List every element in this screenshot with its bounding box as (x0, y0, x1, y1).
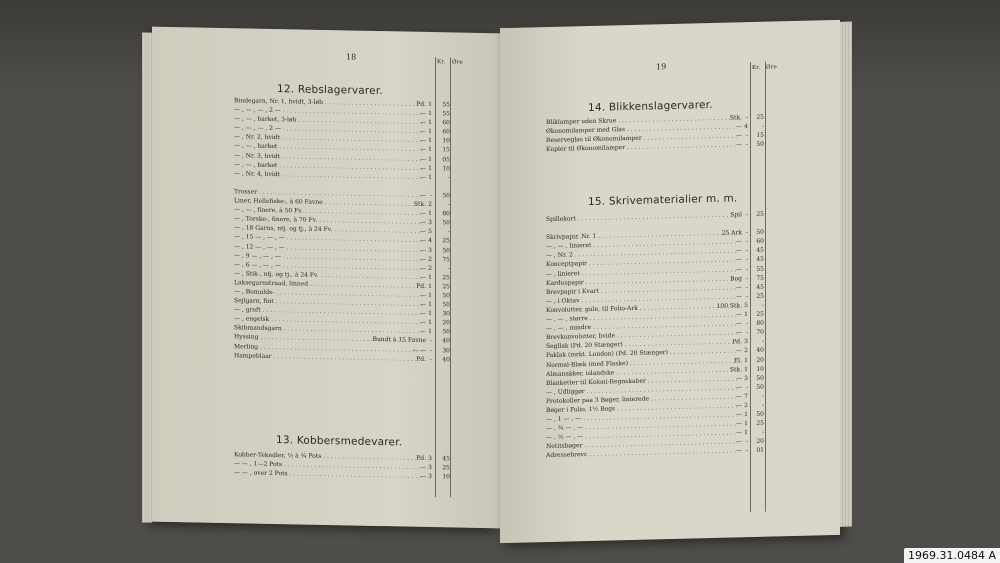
item-label: — , Nr. 3, hvidt . . . (234, 151, 422, 164)
item-label: — , — , barket . . . (234, 142, 422, 155)
price-kroner: - (745, 447, 748, 455)
price-kroner: 2 (428, 255, 432, 263)
item-label: Bøger i Folio, 1½ Bogs . . . (546, 401, 738, 415)
price-ore: 40 (756, 347, 764, 355)
item-unit: 100 Stk. (716, 302, 742, 310)
price-ore: 10 (442, 137, 450, 145)
item-label: Karduspapir . . . (546, 274, 738, 288)
item-label: Sejlgarn, fint . . . (234, 296, 422, 309)
item-unit: — (736, 429, 742, 437)
item-unit: Fl. (734, 356, 742, 364)
item-unit: Pd. (732, 338, 742, 346)
price-kroner: 3 (744, 374, 748, 382)
item-unit: — (420, 472, 426, 481)
price-ore: - (447, 265, 450, 273)
price-ore: 45 (756, 247, 764, 255)
item-unit: — (420, 219, 426, 227)
item-label: Merling . . . (234, 342, 422, 355)
item-unit: — (736, 411, 742, 419)
price-ore: 50 (442, 246, 450, 254)
item-unit: — (420, 118, 426, 127)
item-label: — , 6 — , — , — . . . (234, 260, 422, 273)
item-unit: — (420, 228, 426, 236)
item-label: Brevkonvolutter, hvide . . . (546, 329, 738, 343)
item-unit: Spil (730, 211, 742, 219)
price-ore: 50 (442, 192, 450, 200)
price-ore: 50 (756, 374, 764, 382)
item-label: — , groft . . . (234, 305, 422, 318)
item-unit: — (736, 247, 742, 255)
item-unit: — (736, 320, 742, 328)
price-ore: 25 (442, 274, 450, 282)
price-kroner: - (745, 238, 748, 246)
item-label: Laksegarnstraad, linned . . . (234, 278, 422, 291)
price-kroner: 1 (428, 173, 432, 181)
price-ore: 50 (442, 219, 450, 227)
price-kroner: - (745, 132, 748, 140)
price-ore: - (761, 428, 764, 437)
price-kroner: - (745, 383, 748, 391)
item-label: Kupler til Økonomilamper . . . (546, 141, 738, 155)
item-unit: Stk. (729, 114, 742, 122)
item-unit: — (736, 329, 742, 337)
item-unit: — (736, 420, 742, 428)
right-page (500, 20, 840, 543)
page-edge (840, 22, 852, 527)
price-kroner: - (745, 247, 748, 255)
price-ore: 50 (442, 328, 450, 336)
price-kroner: 5 (428, 228, 432, 236)
column-header-kr: Kr. (752, 64, 761, 71)
price-kroner: 2 (428, 264, 432, 272)
item-label: — , — , mindre . . . (546, 319, 738, 333)
price-kroner: - (745, 283, 748, 291)
price-ore: 50 (756, 410, 764, 418)
price-kroner: 1 (428, 301, 432, 309)
item-unit: — (420, 309, 426, 318)
item-unit: — (420, 328, 426, 336)
item-label: Protokoller paa 3 Bøger, linierede . . . (546, 392, 738, 406)
item-label: — , — , linieret . . . (546, 238, 738, 252)
item-unit: — (736, 293, 742, 301)
price-ore: 25 (442, 464, 450, 472)
item-label: Bindegarn, Nr. 1, hvidt, 3-løb . . . (234, 96, 422, 109)
item-unit: — (420, 463, 426, 472)
item-label: — , 18 Garns, ntj. og tj., à 24 Fv. . . . (234, 224, 422, 237)
item-label: Brevpapir i Kvart . . . (546, 283, 738, 297)
price-ore: 20 (756, 356, 764, 364)
price-ore: 50 (756, 140, 764, 149)
price-kroner: 3 (428, 454, 432, 463)
price-kroner: - (745, 274, 748, 282)
item-label: Hampeblaar . . . (234, 351, 422, 364)
item-label: — , — , barket, 3-løb . . . (234, 114, 422, 127)
price-kroner: 2 (744, 402, 748, 410)
item-unit: Pd. (416, 100, 426, 108)
item-unit: — (420, 191, 426, 199)
price-ore: 01 (756, 447, 764, 455)
item-label: — , Stik-, ntj. og tj., à 24 Fv. . . . (234, 269, 422, 282)
price-kroner: 5 (744, 302, 748, 310)
price-ore: 20 (756, 438, 764, 446)
item-unit: — (420, 155, 426, 163)
item-unit: — (736, 265, 742, 273)
item-unit: — (420, 291, 426, 299)
item-label: Hyssing . . . (234, 333, 422, 346)
price-kroner: 1 (428, 310, 432, 318)
item-label: — , Nr. 2, hvidt . . . (234, 133, 422, 146)
item-label: — , — , finere, à 50 Fv. . . . (234, 205, 422, 218)
item-unit: — (736, 374, 742, 383)
page-edge (142, 32, 152, 522)
price-kroner: 1 (428, 210, 432, 218)
price-ore: 30 (442, 346, 450, 354)
item-unit: 25 Ark (721, 229, 742, 237)
price-kroner: 1 (744, 420, 748, 428)
column-header-ore: Øre (452, 59, 463, 66)
price-ore: 50 (442, 301, 450, 309)
item-unit: — (420, 173, 426, 181)
price-ore: 50 (756, 383, 764, 391)
price-kroner: - (745, 114, 748, 122)
item-label: Kobber-Tekedler, ½ à ¾ Pots . . . (234, 450, 422, 463)
item-unit: — (420, 164, 426, 172)
price-ore: 75 (442, 255, 450, 263)
price-kroner: - (745, 320, 748, 328)
price-ore: 25 (756, 419, 764, 428)
item-unit: — (736, 402, 742, 410)
item-label: — , — , — , 2 — . . . (234, 124, 422, 137)
price-kroner: 3 (428, 464, 432, 472)
item-unit: — (736, 141, 742, 149)
price-list (546, 112, 780, 154)
price-kroner: 2 (744, 347, 748, 355)
item-label: — , Nr. 4, hvidt . . . (234, 169, 422, 182)
item-unit: — (420, 128, 426, 136)
price-kroner: 1 (428, 319, 432, 327)
price-ore: 45 (756, 256, 764, 264)
item-label: — — , 1—2 Pots . . . (234, 459, 422, 472)
item-label: — , engelsk . . . (234, 314, 422, 327)
price-kroner: 1 (428, 282, 432, 290)
price-kroner: 1 (428, 128, 432, 136)
price-ore: - (761, 122, 764, 130)
item-unit: — (736, 393, 742, 401)
item-unit: — (736, 132, 742, 140)
item-unit: — (736, 311, 742, 319)
item-unit: — (420, 137, 426, 145)
item-unit: — — (412, 346, 426, 354)
price-kroner: - (745, 211, 748, 219)
item-unit: Stk. (413, 200, 426, 208)
item-label: Almanakker, islandske . . . (546, 365, 738, 379)
left-page (152, 27, 500, 529)
item-label: Adressebrevc . . . (546, 447, 738, 461)
section-title: 12. Rebslagervarer. (277, 83, 383, 98)
item-label: — , i Oktav . . . (546, 292, 738, 306)
item-unit: — (736, 256, 742, 264)
item-label: — , linieret . . . (546, 265, 738, 279)
price-ore: 25 (442, 237, 450, 245)
item-label: Notitsbøger . . . (546, 438, 738, 452)
price-kroner: - (429, 346, 432, 354)
price-ore: 40 (442, 355, 450, 364)
price-ore: 60 (442, 128, 450, 136)
item-unit: — (420, 273, 426, 281)
price-kroner: - (745, 329, 748, 337)
price-ore: 25 (756, 292, 764, 300)
item-unit: — (736, 384, 742, 392)
price-ore: 15 (756, 131, 764, 140)
price-ore: 60 (442, 119, 450, 127)
item-unit: — (420, 146, 426, 154)
price-kroner: 1 (428, 146, 432, 154)
item-label: Reserveglas til Økonomilamper . . . (546, 132, 738, 146)
archive-label: 1969.31.0484 A (904, 548, 1000, 563)
price-ore: 45 (756, 283, 764, 291)
price-kroner: 1 (428, 155, 432, 163)
price-kroner: - (745, 229, 748, 237)
price-ore: 50 (442, 292, 450, 300)
price-ore: 25 (756, 210, 764, 218)
price-kroner: 4 (744, 123, 748, 131)
price-kroner: 1 (428, 291, 432, 300)
price-kroner: 3 (428, 246, 432, 254)
price-ore: 60 (756, 237, 764, 246)
item-label: — , Udliggør . . . (546, 383, 738, 397)
price-kroner: 1 (744, 356, 748, 364)
price-ore: 70 (756, 328, 764, 337)
price-ore: 05 (442, 155, 450, 163)
price-kroner: 1 (744, 311, 748, 319)
item-label: Segllak (Pd. 20 Stænger) . . . (546, 338, 738, 352)
item-label: — — , over 2 Pots . . . (234, 468, 422, 481)
item-unit: Stk. (729, 365, 742, 374)
item-label: Spillekort . . . (546, 210, 738, 224)
price-list (234, 96, 466, 364)
price-kroner: 1 (428, 137, 432, 145)
item-unit: Pd. (416, 355, 426, 363)
section-title: 14. Blikkenslagervarer. (588, 98, 713, 115)
price-ore: - (447, 201, 450, 209)
item-unit: — (736, 347, 742, 355)
item-label: — , 15 — , — , — . . . (234, 233, 422, 246)
price-kroner: 3 (428, 473, 432, 481)
item-label: Normal-Blæk (med Flaske) . . . (546, 356, 738, 370)
item-label: Konceptpapir . . . (546, 256, 738, 270)
price-ore: 10 (442, 473, 450, 481)
item-label: Økonomilamper med Glas . . . (546, 122, 738, 136)
item-label: Skibmandsgarn . . . (234, 324, 422, 337)
page-number: 18 (346, 52, 357, 62)
item-unit: — (420, 300, 426, 308)
item-unit: — (420, 109, 426, 118)
price-kroner: 4 (428, 237, 432, 245)
item-unit: — (736, 438, 742, 446)
price-kroner: - (745, 256, 748, 264)
price-ore: - (447, 174, 450, 182)
item-label: Trosser . . . (234, 187, 422, 200)
price-list (234, 450, 466, 482)
price-ore: - (761, 401, 764, 409)
item-unit: — (736, 283, 742, 292)
page-number: 19 (656, 62, 667, 72)
price-ore: 55 (756, 265, 764, 273)
price-kroner: 1 (744, 411, 748, 419)
price-ore: 25 (442, 283, 450, 291)
price-kroner: 1 (428, 100, 432, 109)
item-label: — , Torske-, finere, à 70 Fv. . . . (234, 214, 422, 227)
price-kroner: 1 (428, 164, 432, 172)
item-unit: — (736, 447, 742, 455)
item-label: — , 12 — , — , — . . . (234, 242, 422, 255)
item-unit: — (420, 209, 426, 218)
price-kroner: 1 (428, 119, 432, 127)
item-label: — , — , større . . . (546, 310, 738, 324)
item-unit: Bundt à 15 Favne (372, 336, 426, 345)
price-ore: 10 (756, 365, 764, 373)
price-ore: 20 (442, 319, 450, 327)
price-kroner: 1 (428, 328, 432, 336)
price-ore: 40 (442, 337, 450, 345)
price-kroner: 2 (428, 200, 432, 209)
price-ore: - (761, 338, 764, 346)
item-unit: — (420, 255, 426, 263)
section-title: 13. Kobbersmedevarer. (276, 434, 403, 449)
price-ore: 80 (756, 319, 764, 328)
item-unit: — (420, 264, 426, 272)
price-kroner: - (745, 141, 748, 149)
price-ore: 15 (442, 146, 450, 154)
price-ore: 55 (442, 110, 450, 118)
item-label: Blanketter til Koloni-Regnskaber . . . (546, 374, 738, 388)
price-ore: 75 (756, 274, 764, 282)
item-label: — , — , barket . . . (234, 160, 422, 173)
item-label: — , ½ — , — . . . (546, 429, 738, 443)
price-ore: - (761, 392, 764, 400)
item-label: — , 1 — , — . . . (546, 410, 738, 424)
price-kroner: 3 (744, 338, 748, 346)
item-unit: — (420, 246, 426, 254)
item-label: Liner, Hellefiske-, à 60 Favne . . . (234, 196, 422, 209)
item-label: — , 9 — , — , — . . . (234, 251, 422, 264)
item-label: — , Nr. 2 . . . (546, 247, 738, 261)
price-kroner: 7 (744, 392, 748, 401)
price-ore: 25 (756, 113, 764, 121)
item-label: — , ¾ — , — . . . (546, 419, 738, 433)
item-label: Konvolutter, gule, til Folio-Ark . . . (546, 301, 738, 315)
item-unit: Bog (730, 274, 742, 283)
item-unit: Pd. (416, 282, 426, 290)
item-label: Paklak (mrkt. London) (Pd. 20 Stænger) . . . (546, 347, 738, 361)
section-title: 15. Skrivematerialier m. m. (588, 192, 738, 209)
price-kroner: 3 (428, 219, 432, 227)
item-label: — , Bomulds- . . . (234, 287, 422, 300)
price-kroner: - (429, 337, 432, 345)
price-kroner: - (429, 191, 432, 199)
price-kroner: - (745, 265, 748, 273)
item-label: Bliklamper uden Skrue . . . (546, 113, 738, 127)
price-ore: 45 (442, 455, 450, 463)
item-unit: — (736, 238, 742, 246)
price-kroner: 1 (428, 273, 432, 281)
price-kroner: 1 (744, 429, 748, 437)
price-ore: 10 (442, 164, 450, 173)
item-unit: Pd. (416, 454, 426, 462)
item-label: — , — , — , 2 — . . . (234, 105, 422, 118)
price-list (546, 209, 780, 460)
price-ore: - (447, 228, 450, 236)
price-ore: 55 (442, 101, 450, 109)
price-kroner: 1 (744, 365, 748, 373)
price-kroner: 1 (428, 110, 432, 118)
price-kroner: - (745, 438, 748, 446)
item-unit: — (736, 123, 742, 131)
price-ore: 30 (442, 310, 450, 318)
item-unit: — (420, 237, 426, 245)
column-header-kr: Kr. (437, 59, 446, 66)
price-ore: 80 (442, 210, 450, 218)
price-kroner: - (745, 292, 748, 300)
price-ore: 50 (756, 228, 764, 237)
price-ore: 25 (756, 310, 764, 318)
price-ore: - (761, 301, 764, 309)
column-header-ore: Øre (766, 64, 777, 71)
price-kroner: - (429, 355, 432, 363)
item-label: Skrivpapir, Nr. 1 . . . (546, 229, 738, 243)
item-unit: — (420, 319, 426, 327)
